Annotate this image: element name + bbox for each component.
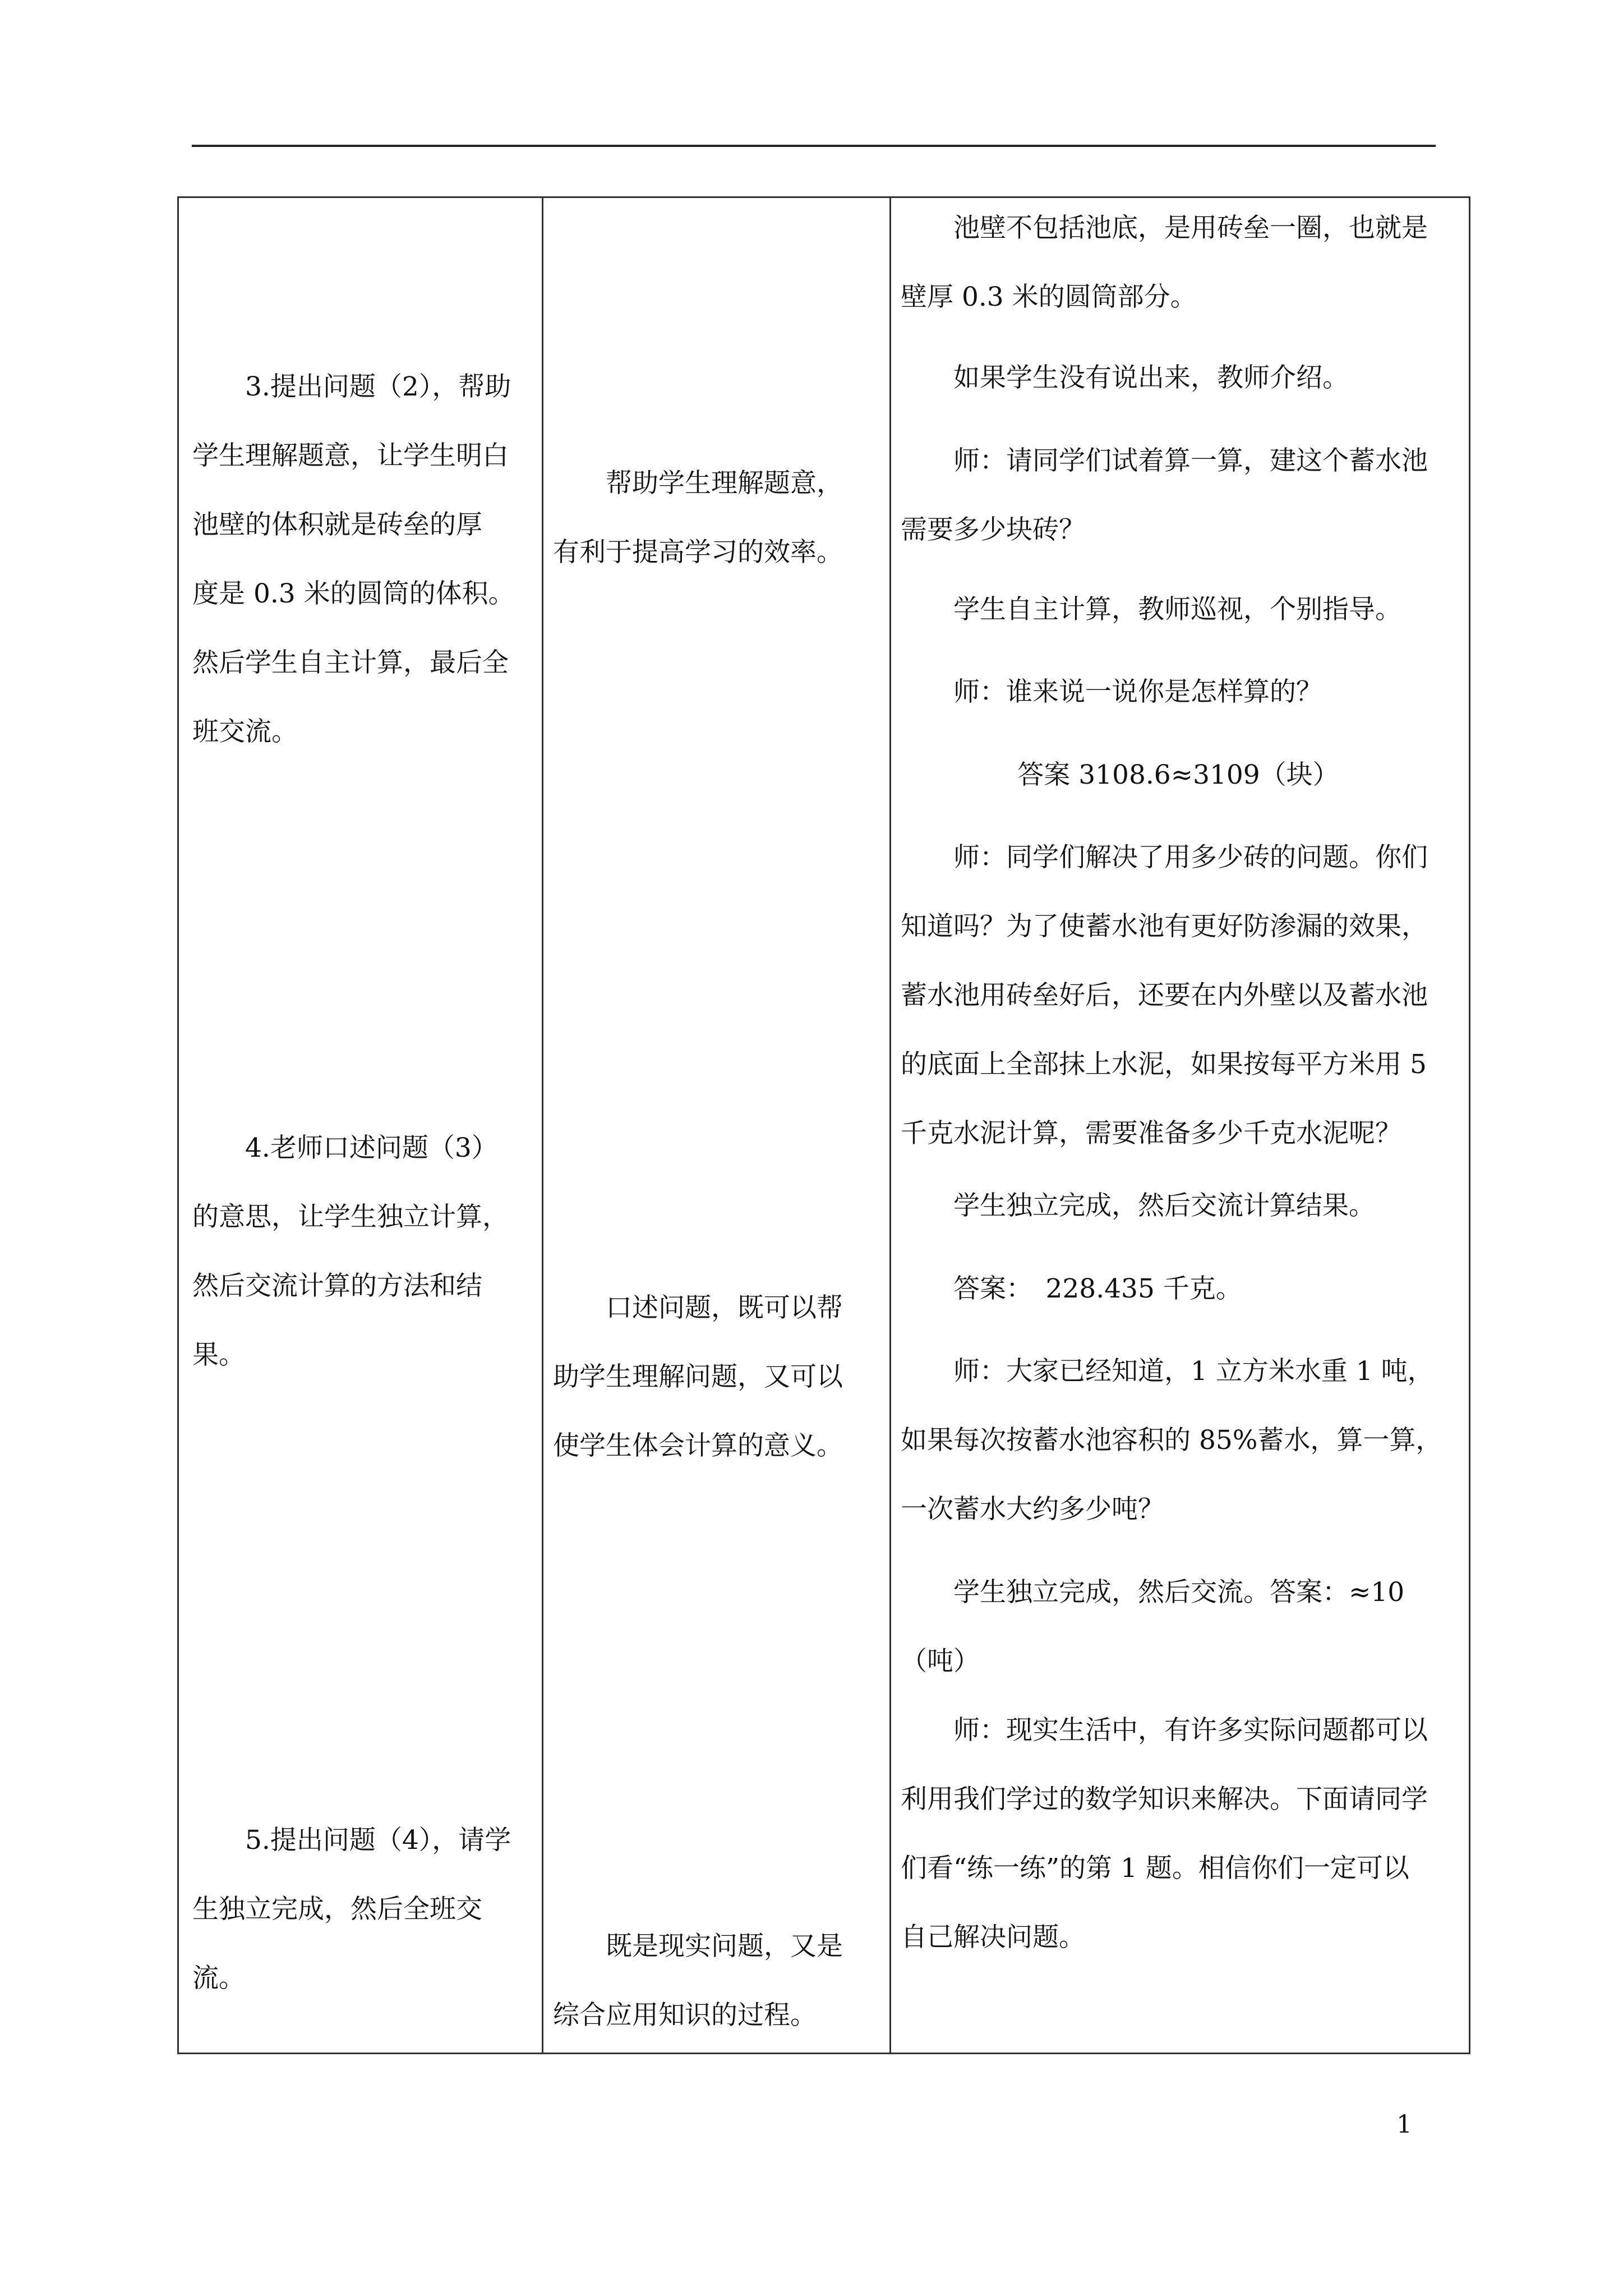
answer-cement (901, 1254, 1456, 1323)
text-line: 如果学生没有说出来，教师介绍。 (901, 362, 1349, 393)
intent-3 (553, 1912, 878, 2050)
text-line: 师：同学们解决了用多少砖的问题。你们 (901, 842, 1428, 873)
text-line: 使学生体会计算的意义。 (553, 1430, 843, 1461)
text-line: 需要多少块砖？ (901, 514, 1085, 545)
text-line: 蓄水池用砖垒好后，还要在内外壁以及蓄水池 (901, 980, 1428, 1011)
dialogue-teacher-intro (901, 343, 1456, 412)
text-line: 帮助学生理解题意， (553, 468, 843, 499)
text-line: 学生独立完成，然后交流。答案：≈10 (901, 1577, 1405, 1608)
text-line: 助学生理解问题，又可以 (553, 1361, 843, 1392)
dialogue-brick-question (901, 426, 1456, 564)
text-line: 师：谁来说一说你是怎样算的？ (901, 677, 1322, 707)
column-divider-1 (542, 196, 543, 2054)
text-line: 4.老师口述问题（3） (192, 1133, 498, 1163)
text-line: 综合应用知识的过程。 (553, 2000, 817, 2031)
text-line: 的意思，让学生独立计算， (192, 1202, 509, 1232)
text-line: 学生独立完成，然后交流计算结果。 (901, 1190, 1375, 1221)
text-line: 学生自主计算，教师巡视，个别指导。 (901, 594, 1401, 625)
text-line: 师：请同学们试着算一算，建这个蓄水池 (901, 445, 1428, 476)
text-line: 池壁的体积就是砖垒的厚 (192, 509, 482, 540)
text-line: 们看“练一练”的第 1 题。相信你们一定可以 (901, 1853, 1409, 1884)
intent-2 (553, 1273, 878, 1480)
text-line: 如果每次按蓄水池容积的 85%蓄水，算一算， (901, 1425, 1442, 1456)
text-line: 知道吗？为了使蓄水池有更好防渗漏的效果， (901, 911, 1428, 942)
text-line: 的底面上全部抹上水泥，如果按每平方米用 5 (901, 1049, 1427, 1080)
text-line: 师：大家已经知道，1 立方米水重 1 吨， (901, 1356, 1434, 1387)
step-5 (192, 1806, 533, 2013)
text-line: 5.提出问题（4），请学 (192, 1825, 511, 1856)
step-3 (192, 352, 533, 766)
page-number: 1 (1396, 2110, 1412, 2139)
text-line: 池壁不包括池底，是用砖垒一圈，也就是 (901, 213, 1428, 243)
dialogue-self-calc (901, 575, 1456, 644)
dialogue-practice (901, 1696, 1456, 1972)
answer-water (901, 1558, 1456, 1696)
dialogue-who-explains (901, 657, 1456, 726)
dialogue-water-question (901, 1337, 1456, 1544)
text-line: 壁厚 0.3 米的圆筒部分。 (901, 282, 1197, 312)
text-line: 度是 0.3 米的圆筒的体积。 (192, 578, 515, 609)
dialogue-exchange-results (901, 1171, 1456, 1240)
text-line: 班交流。 (192, 716, 298, 747)
text-line: 有利于提高学习的效率。 (553, 537, 843, 568)
dialogue-cement-question (901, 823, 1456, 1168)
text-line: 学生理解题意，让学生明白 (192, 440, 509, 471)
text-line: 师：现实生活中，有许多实际问题都可以 (901, 1715, 1428, 1746)
text-line: 3.提出问题（2），帮助 (192, 371, 511, 402)
text-line: 答案： 228.435 千克。 (901, 1273, 1242, 1304)
answer-bricks (901, 740, 1456, 809)
text-line: 答案 3108.6≈3109（块） (1017, 760, 1339, 790)
text-line: 既是现实问题，又是 (553, 1931, 843, 1962)
text-line: 一次蓄水大约多少吨？ (901, 1494, 1164, 1525)
text-line: 果。 (192, 1340, 245, 1370)
column-divider-2 (889, 196, 891, 2054)
text-line: 千克水泥计算，需要准备多少千克水泥呢？ (901, 1118, 1401, 1149)
text-line: 自己解决问题。 (901, 1922, 1085, 1953)
text-line: 然后交流计算的方法和结 (192, 1271, 482, 1301)
step-4 (192, 1114, 533, 1389)
header-rule (192, 145, 1436, 147)
intent-1 (553, 449, 878, 587)
text-line: 口述问题，既可以帮 (553, 1292, 843, 1323)
text-line: 利用我们学过的数学知识来解决。下面请同学 (901, 1784, 1428, 1815)
dialogue-pool-wall (901, 194, 1456, 332)
text-line: 然后学生自主计算，最后全 (192, 647, 509, 678)
text-line: 生独立完成，然后全班交流。 (192, 1894, 482, 1994)
text-line: （吨） (901, 1646, 980, 1677)
